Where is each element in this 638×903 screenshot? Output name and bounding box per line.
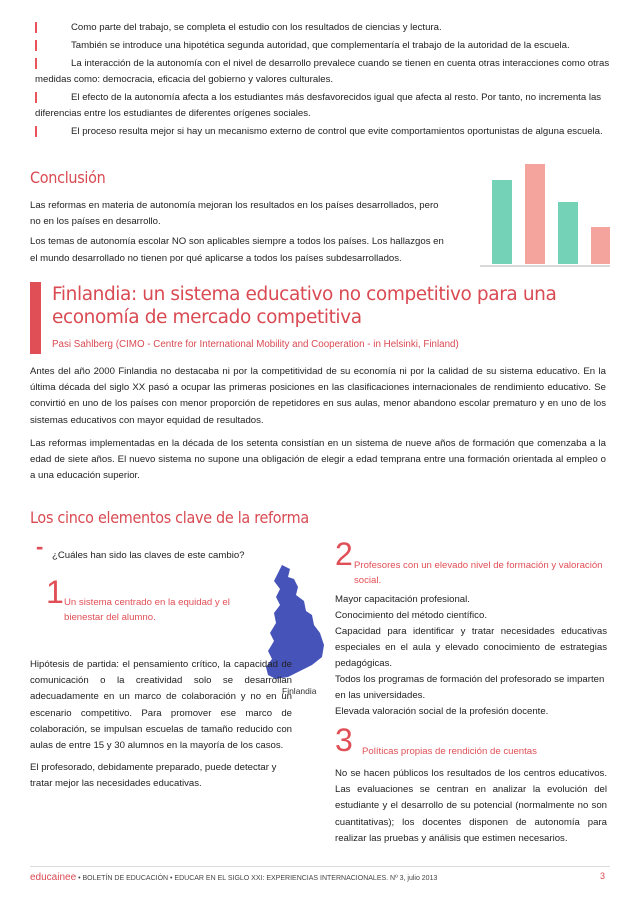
bullet-item: El efecto de la autonomía afecta a los estudiantes más desfavorecidos igual que afecta al resto. Por tanto, no incrementa las diferencias entre los estudiantes de diferentes orígenes sociales. bbox=[35, 92, 602, 119]
article-author: Pasi Sahlberg (CIMO - Centre for International Mobility and Cooperation - in Helsinki, Finland) bbox=[52, 339, 459, 350]
article-body: Antes del año 2000 Finlandia no destacaba ni por la competitividad de su economía ni por la calidad de su sistema educativo. En la última década del siglo XX pasó a ocupar las primeras posiciones en las clasificaciones internacionales de rendimiento educativo. Se convirtió en uno de los países con menor proporción de repetidores en sus aulas, menor abandono escolar prematuro y en uno de los sistemas educativos con mayor equidad de resultados. Las reformas implementadas en la década de los setenta consistían en un sistema de nueve años de formación que comenzaba a la edad de siete años. El nuevo sistema no supone una obligación de elegir a edad temprana entre una formación orientada al empleo o a una educación superior. bbox=[30, 366, 606, 482]
item2-title: Profesores con un elevado nivel de formación y valoración social. bbox=[354, 560, 603, 586]
item2-list: Mayor capacitación profesional. Conocimiento del método científico. Capacidad para identificar y tratar necesidades educativas especiales en el aula y elevado conocimiento de estrategias pedagógicas. Todos los programas de formación del profesorado se imparten en las universidades. Elevada valoración social de la profesión docente. bbox=[335, 594, 607, 717]
conclusion-text: Las reformas en materia de autonomía mejoran los resultados en los países desarrollados, pero no en los países en desarrollo. Los temas de autonomía escolar NO son aplicables siempre a todos los países. Los hallazgos en el mundo desarrollado no tienen por qué aplicarse a todos los países subdesarrollados. bbox=[30, 200, 444, 264]
conclusion-title: Conclusión bbox=[30, 168, 106, 187]
footer-brand: educainee bbox=[30, 872, 77, 883]
item1-number: 1 bbox=[46, 574, 64, 610]
footer-rule bbox=[30, 866, 610, 867]
dash-bullet-icon bbox=[35, 92, 39, 103]
item3-body: No se hacen públicos los resultados de los centros educativos. Las evaluaciones se centran en analizar la evolución del estudiante y el desarrollo de su potencial (normalmente no son cuantitativas); los docentes disponen de autonomía para realizar las pruebas y análisis que estimen necesarios. bbox=[335, 768, 607, 844]
dash-bullet-icon bbox=[35, 58, 39, 69]
bullet-item: También se introduce una hipotética segunda autoridad, que complementaría el trabajo de la autoridad de la escuela. bbox=[35, 38, 610, 54]
item3-title: Políticas propias de rendición de cuentas bbox=[362, 746, 537, 757]
decorative-bar-graphic bbox=[480, 158, 610, 270]
dash-bullet-icon bbox=[35, 22, 39, 33]
dash-bullet-icon bbox=[35, 40, 39, 51]
decorative-bar bbox=[492, 180, 512, 264]
article-title: Finlandia: un sistema educativo no competitivo para una economía de mercado competitiva bbox=[52, 284, 557, 328]
question-dash: - bbox=[36, 534, 44, 559]
bullet-list bbox=[35, 20, 610, 140]
decorative-bar bbox=[591, 227, 610, 264]
bullet-item: La interacción de la autonomía con el nivel de desarrollo prevalece cuando se tienen en cuenta otras interacciones como otras medidas como: democracia, eficacia del gobierno y valores culturales. bbox=[35, 58, 610, 85]
title-accent-bar bbox=[30, 282, 41, 354]
key-question: ¿Cuáles han sido las claves de este cambio? bbox=[52, 550, 245, 561]
item2-number: 2 bbox=[335, 536, 353, 572]
footer-text: • BOLETÍN DE EDUCACIÓN • EDUCAR EN EL SIGLO XXI: EXPERIENCIAS INTERNACIONALES. Nº 3, julio 2013 bbox=[78, 875, 438, 882]
dash-bullet-icon bbox=[35, 126, 39, 137]
decorative-bar bbox=[525, 164, 545, 264]
footer bbox=[30, 872, 610, 883]
page-number: 3 bbox=[600, 871, 606, 881]
item1-body: Hipótesis de partida: el pensamiento crítico, la capacidad de comunicación o la creatividad solo se desarrollan adecuadamente en un marco de colaboración y no en un escenario competitivo. Para promover ese marco de colaboración, se impulsan escuelas de tamaño reducido con aulas de entre 15 y 30 alumnos en la mayoría de los casos. El profesorado, debidamente preparado, puede detectar y tratar mejor las necesidades educativas. bbox=[30, 659, 292, 790]
map-label: Finlandia bbox=[282, 686, 317, 696]
bullet-item: El proceso resulta mejor si hay un mecanismo externo de control que evite comportamientos oportunistas de alguna escuela. bbox=[35, 124, 610, 140]
bullet-item: Como parte del trabajo, se completa el estudio con los resultados de ciencias y lectura. bbox=[35, 20, 610, 36]
item1-title: Un sistema centrado en la equidad y el bienestar del alumno. bbox=[64, 597, 230, 623]
five-elements-title: Los cinco elementos clave de la reforma bbox=[30, 508, 309, 527]
item3-number: 3 bbox=[335, 722, 353, 758]
decorative-bar bbox=[558, 202, 578, 264]
